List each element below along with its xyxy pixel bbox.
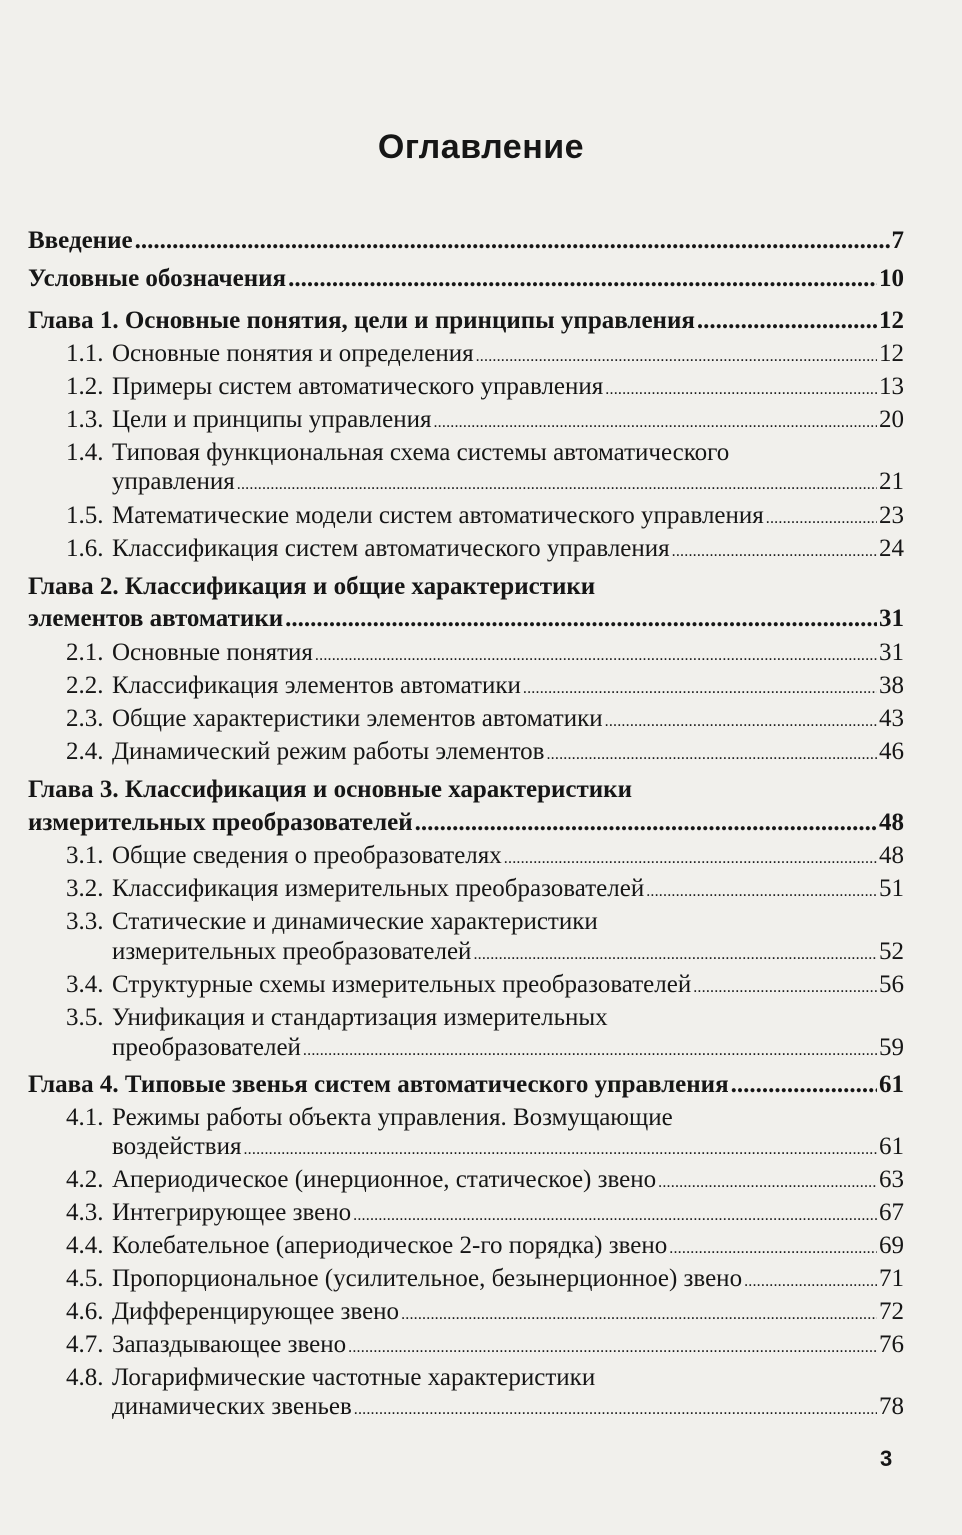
entry-number: 1.1. [66,340,104,367]
entry-title: Глава 4. Типовые звенья систем автоматического управления [28,1071,729,1098]
leader-dots [744,1264,877,1297]
entry-page: 51 [879,875,904,902]
entry-title: Цели и принципы управления [112,406,432,433]
toc-entry-chapter-2 [28,604,904,634]
leader-dots [415,808,877,838]
entry-title: воздействия [112,1133,242,1160]
entry-number: 2.3. [66,705,104,732]
leader-dots [693,970,877,1003]
entry-title: Основные понятия [112,639,313,666]
entry-title: Общие характеристики элементов автоматики [112,705,603,732]
leader-dots [476,339,877,372]
entry-page: 72 [879,1298,904,1325]
leader-dots [354,1392,877,1425]
entry-page: 12 [879,340,904,367]
leader-dots [504,841,877,874]
toc-entry-3-4 [66,970,904,1003]
toc-entry-1-5 [66,501,904,534]
entry-page: 13 [879,373,904,400]
entry-number: 3.1. [66,842,104,869]
entry-page: 43 [879,705,904,732]
toc-entry-1-1 [66,339,904,372]
entry-number: 3.3. [66,908,104,935]
toc-entry-2-3 [66,704,904,737]
entry-title: Основные понятия и определения [112,340,474,367]
entry-page: 71 [879,1265,904,1292]
toc-entry-3-2 [66,874,904,907]
entry-number: 4.5. [66,1265,104,1292]
entry-number: 4.6. [66,1298,104,1325]
leader-dots [605,704,877,737]
toc-entry-4-7 [66,1330,904,1363]
entry-title: Глава 1. Основные понятия, цели и принципы управления [28,307,695,334]
leader-dots [401,1297,877,1330]
entry-page: 48 [879,842,904,869]
entry-page: 31 [879,605,904,632]
entry-page: 63 [879,1166,904,1193]
entry-number: 3.2. [66,875,104,902]
entry-title: Апериодическое (инерционное, статическое) звено [112,1166,657,1193]
entry-number: 4.7. [66,1331,104,1358]
toc-entry-1-6 [66,534,904,567]
entry-page: 59 [879,1034,904,1061]
entry-number: 2.2. [66,672,104,699]
toc-entry-2-4 [66,737,904,770]
entry-page: 46 [879,738,904,765]
leader-dots [353,1198,877,1231]
toc-entry-2-2 [66,671,904,704]
toc-entry-3-3-line1 [66,907,598,937]
entry-title: динамических звеньев [112,1393,352,1420]
entry-page: 7 [891,227,904,254]
entry-page: 61 [879,1133,904,1160]
toc-entry-1-4-line1 [66,438,729,468]
toc-entry-3-5 [66,1033,904,1066]
toc-entry-2-1 [66,638,904,671]
leader-dots [135,226,890,256]
leader-dots [546,737,877,770]
entry-title: Математические модели систем автоматического управления [112,502,764,529]
entry-title: преобразователей [112,1034,301,1061]
entry-title: Динамический режим работы элементов [112,738,545,765]
leader-dots [766,501,877,534]
entry-number: 1.3. [66,406,104,433]
entry-title: Примеры систем автоматического управления [112,373,604,400]
entry-title: Условные обозначения [28,265,287,292]
leader-dots [315,638,877,671]
entry-number: 3.4. [66,971,104,998]
entry-title: Структурные схемы измерительных преобразователей [112,971,692,998]
entry-page: 61 [879,1071,904,1098]
entry-title: управления [112,468,235,495]
entry-number: 1.5. [66,502,104,529]
entry-page: 20 [879,406,904,433]
leader-dots [731,1070,877,1100]
toc-entry-4-3 [66,1198,904,1231]
toc-entry-3-3 [66,937,904,970]
toc-entry-notation [28,264,904,294]
entry-page: 31 [879,639,904,666]
entry-number: 3.5. [66,1004,104,1031]
entry-number: 4.8. [66,1364,104,1391]
leader-dots [658,1165,877,1198]
entry-number: 2.4. [66,738,104,765]
leader-dots [285,604,877,634]
entry-title: Классификация измерительных преобразователей [112,875,645,902]
entry-number: 1.6. [66,535,104,562]
entry-title: Пропорциональное (усилительное, безынерционное) звено [112,1265,743,1292]
entry-page: 38 [879,672,904,699]
toc-entry-4-1-line1 [66,1103,673,1133]
entry-number: 4.2. [66,1166,104,1193]
entry-page: 76 [879,1331,904,1358]
toc-entry-4-1 [66,1132,904,1165]
entry-page: 23 [879,502,904,529]
leader-dots [288,264,877,294]
toc-entry-chapter-3 [28,808,904,838]
entry-title: Классификация элементов автоматики [112,672,521,699]
toc-entry-chapter-4 [28,1070,904,1100]
leader-dots [473,937,877,970]
toc-entry-4-2 [66,1165,904,1198]
entry-page: 67 [879,1199,904,1226]
entry-title: Дифференцирующее звено [112,1298,400,1325]
leader-dots [672,534,877,567]
leader-dots [605,372,877,405]
entry-title-line1: Логарифмические частотные характеристики [112,1364,596,1391]
entry-page: 52 [879,938,904,965]
toc-entry-3-5-line1 [66,1003,608,1033]
toc-entry-4-5 [66,1264,904,1297]
entry-title: Интегрирующее звено [112,1199,352,1226]
page-number: 3 [880,1446,893,1471]
leader-dots [433,405,877,438]
toc-entry-4-6 [66,1297,904,1330]
leader-dots [646,874,877,907]
leader-dots [243,1132,877,1165]
entry-title-line1: Режимы работы объекта управления. Возмущающие [112,1104,673,1131]
entry-title: Запаздывающее звено [112,1331,347,1358]
leader-dots [237,467,877,500]
toc-entry-chapter-3-line1: Глава 3. Классификация и основные характеристики [28,776,632,803]
entry-number: 4.3. [66,1199,104,1226]
entry-page: 69 [879,1232,904,1259]
entry-title-line1: Статические и динамические характеристики [112,908,598,935]
entry-title: элементов автоматики [28,605,284,632]
entry-title: Общие сведения о преобразователях [112,842,502,869]
entry-page: 78 [879,1393,904,1420]
page-title: Оглавление [377,128,585,166]
leader-dots [303,1033,877,1066]
toc-entry-4-8-line1 [66,1363,595,1393]
entry-page: 10 [879,265,904,292]
entry-title: измерительных преобразователей [28,809,413,836]
toc-entry-chapter-1 [28,306,904,336]
entry-title: Колебательное (апериодическое 2-го порядка) звено [112,1232,668,1259]
toc-entry-4-8 [66,1392,904,1425]
entry-title-line1: Типовая функциональная схема системы автоматического [112,439,730,466]
leader-dots [697,306,877,336]
entry-page: 56 [879,971,904,998]
toc-entry-1-4 [66,467,904,500]
entry-title: Введение [28,227,133,254]
entry-number: 4.1. [66,1104,104,1131]
entry-number: 1.4. [66,439,104,466]
leader-dots [669,1231,877,1264]
entry-title-line1: Унификация и стандартизация измерительных [112,1004,608,1031]
toc-entry-intro [28,226,904,256]
toc-entry-3-1 [66,841,904,874]
entry-number: 4.4. [66,1232,104,1259]
entry-page: 12 [879,307,904,334]
entry-page: 24 [879,535,904,562]
leader-dots [348,1330,877,1363]
entry-page: 48 [879,809,904,836]
toc-entry-chapter-2-line1: Глава 2. Классификация и общие характеристики [28,573,596,600]
entry-title: Классификация систем автоматического управления [112,535,670,562]
toc-entry-1-3 [66,405,904,438]
toc-entry-4-4 [66,1231,904,1264]
toc-entry-1-2 [66,372,904,405]
entry-page: 21 [879,468,904,495]
entry-number: 1.2. [66,373,104,400]
leader-dots [523,671,877,704]
entry-title: измерительных преобразователей [112,938,472,965]
entry-number: 2.1. [66,639,104,666]
